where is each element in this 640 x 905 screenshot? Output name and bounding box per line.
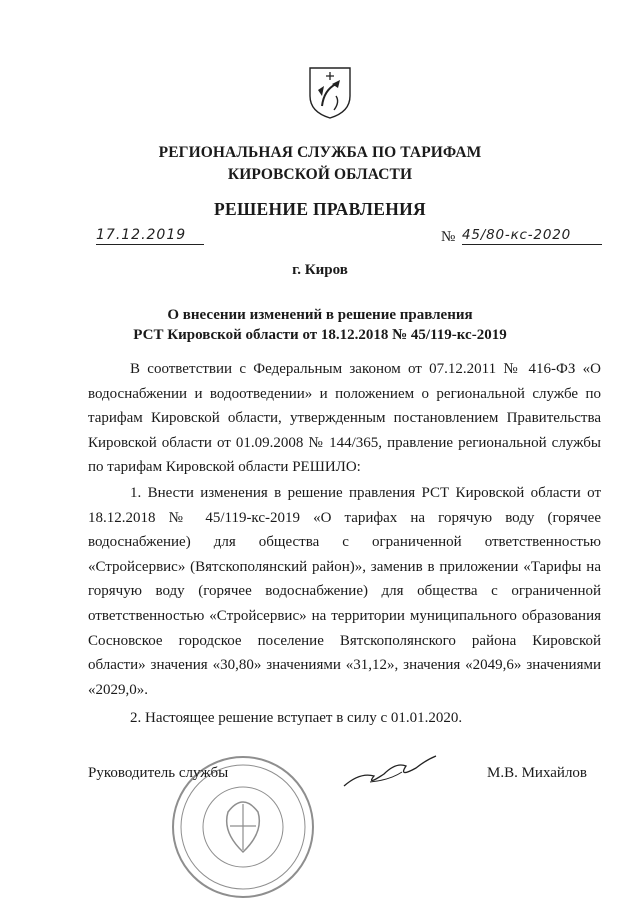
city: г. Киров	[292, 262, 348, 278]
subject-line1: О внесении изменений в решение правления	[167, 307, 473, 323]
number-sign: №	[441, 229, 456, 245]
decision-item-2: 2. Настоящее решение вступает в силу с 01.01.2020.	[130, 710, 463, 727]
signer-name: М.В. Михайлов	[487, 765, 588, 781]
decision-item-1: 1. Внести изменения в решение правления РСТ Кировской области от 18.12.2018 № 45/119-кс-2019 «О тарифах на горячую воду (горячее водоснабжение) для общества с ограниченной ответственностью «Стройсервис» (Вятскополянский район)», заменив в приложении «Тарифы на горячую воду (горячее водоснабжение) для общества с ограниченной ответственностью «Стройсервис» на территории муниципального образования Сосновское городское поселение Вятскополянского района Кировской области» значения «30,80» значениями «31,12», значения «2049,6» значениями «2029,0».	[88, 484, 601, 698]
handwritten-document-number: 45/80-кс-2020	[462, 227, 602, 245]
kirov-coat-of-arms-icon	[308, 66, 352, 120]
organization-name-line1: РЕГИОНАЛЬНАЯ СЛУЖБА ПО ТАРИФАМ	[158, 144, 482, 161]
document-type-title: РЕШЕНИЕ ПРАВЛЕНИЯ	[214, 199, 426, 219]
handwritten-signature-icon	[340, 752, 440, 792]
document-body	[88, 357, 601, 731]
organization-name-line2: КИРОВСКОЙ ОБЛАСТИ	[227, 166, 413, 183]
subject-line2: РСТ Кировской области от 18.12.2018 № 45/119-кс-2019	[133, 327, 507, 343]
preamble-paragraph: В соответствии с Федеральным законом от 07.12.2011 № 416-ФЗ «О водоснабжении и водоотведении» и положением о региональной службе по тарифам Кировской области, утвержденным постановлением Правительства Кировской области от 01.09.2008 № 144/365, правление региональной службы по тарифам Кировской области РЕШИЛО:	[88, 361, 601, 476]
signer-position: Руководитель службы	[88, 765, 229, 781]
handwritten-date: 17.12.2019	[96, 227, 204, 245]
